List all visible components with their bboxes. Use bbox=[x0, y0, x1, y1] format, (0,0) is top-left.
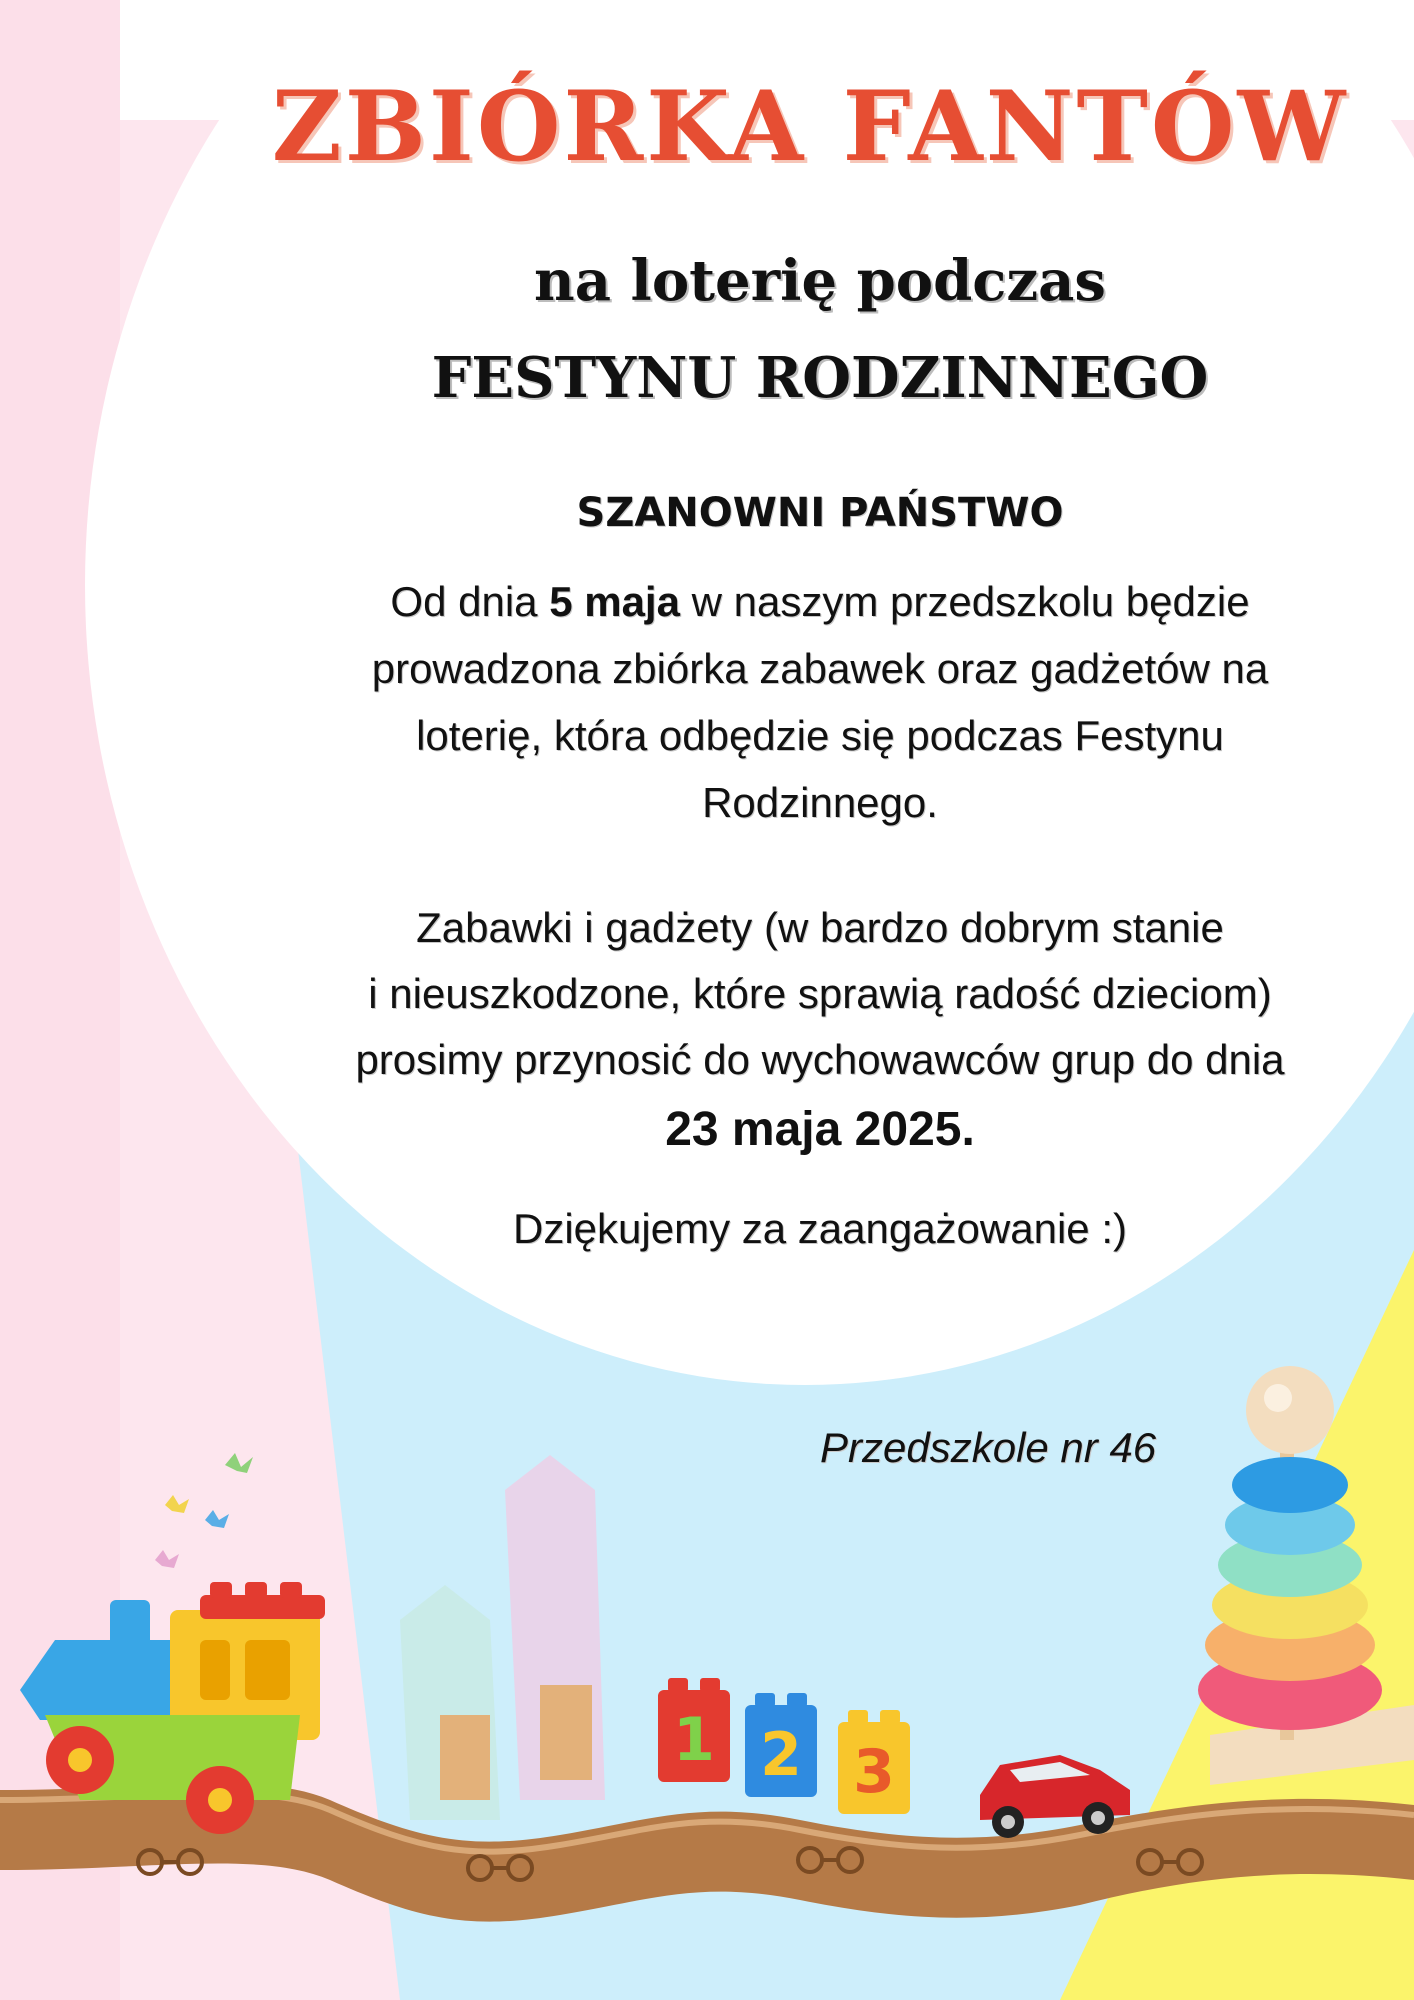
poster-title: ZBIÓRKA FANTÓW bbox=[271, 70, 1349, 183]
instructions-paragraph bbox=[270, 895, 1370, 1093]
paragraph-2-line-2: i nieuszkodzone, które sprawią radość dzieciom) bbox=[368, 970, 1272, 1017]
greeting: SZANOWNI PAŃSTWO bbox=[576, 490, 1064, 536]
thanks-note: Dziękujemy za zaangażowanie :) bbox=[513, 1205, 1127, 1252]
start-date: 5 maja bbox=[549, 578, 680, 625]
block-digit-3: 3 bbox=[853, 1737, 895, 1807]
paragraph-1-line-1 bbox=[270, 568, 1370, 635]
wooden-house-icons bbox=[400, 1455, 605, 1820]
subtitle-line-1: na loterię podczas bbox=[534, 248, 1106, 314]
para1-suffix: w naszym przedszkolu będzie bbox=[679, 578, 1250, 625]
announcement-paragraph bbox=[270, 568, 1370, 836]
toy-car-icon bbox=[980, 1755, 1130, 1838]
signature: Przedszkole nr 46 bbox=[820, 1424, 1157, 1471]
paragraph-2-line-1: Zabawki i gadżety (w bardzo dobrym stanie bbox=[416, 904, 1224, 951]
paragraph-1-line-4: Rodzinnego. bbox=[702, 779, 938, 826]
para1-prefix: Od dnia bbox=[390, 578, 550, 625]
subtitle-line-2: FESTYNU RODZINNEGO bbox=[431, 345, 1209, 411]
paragraph-1-line-2: prowadzona zbiórka zabawek oraz gadżetów na bbox=[371, 645, 1269, 692]
number-blocks-icon bbox=[658, 1678, 910, 1814]
butterfly-icons bbox=[155, 1453, 253, 1568]
block-digit-2: 2 bbox=[760, 1720, 802, 1790]
deadline-date: 23 maja 2025. bbox=[665, 1103, 975, 1156]
block-digit-1: 1 bbox=[673, 1705, 715, 1775]
paragraph-1-line-3: loterię, która odbędzie się podczas Festynu bbox=[416, 712, 1224, 759]
stacking-rings-toy-icon bbox=[1198, 1366, 1414, 1785]
paragraph-2-line-3: prosimy przynosić do wychowawców grup do dnia bbox=[355, 1036, 1285, 1083]
